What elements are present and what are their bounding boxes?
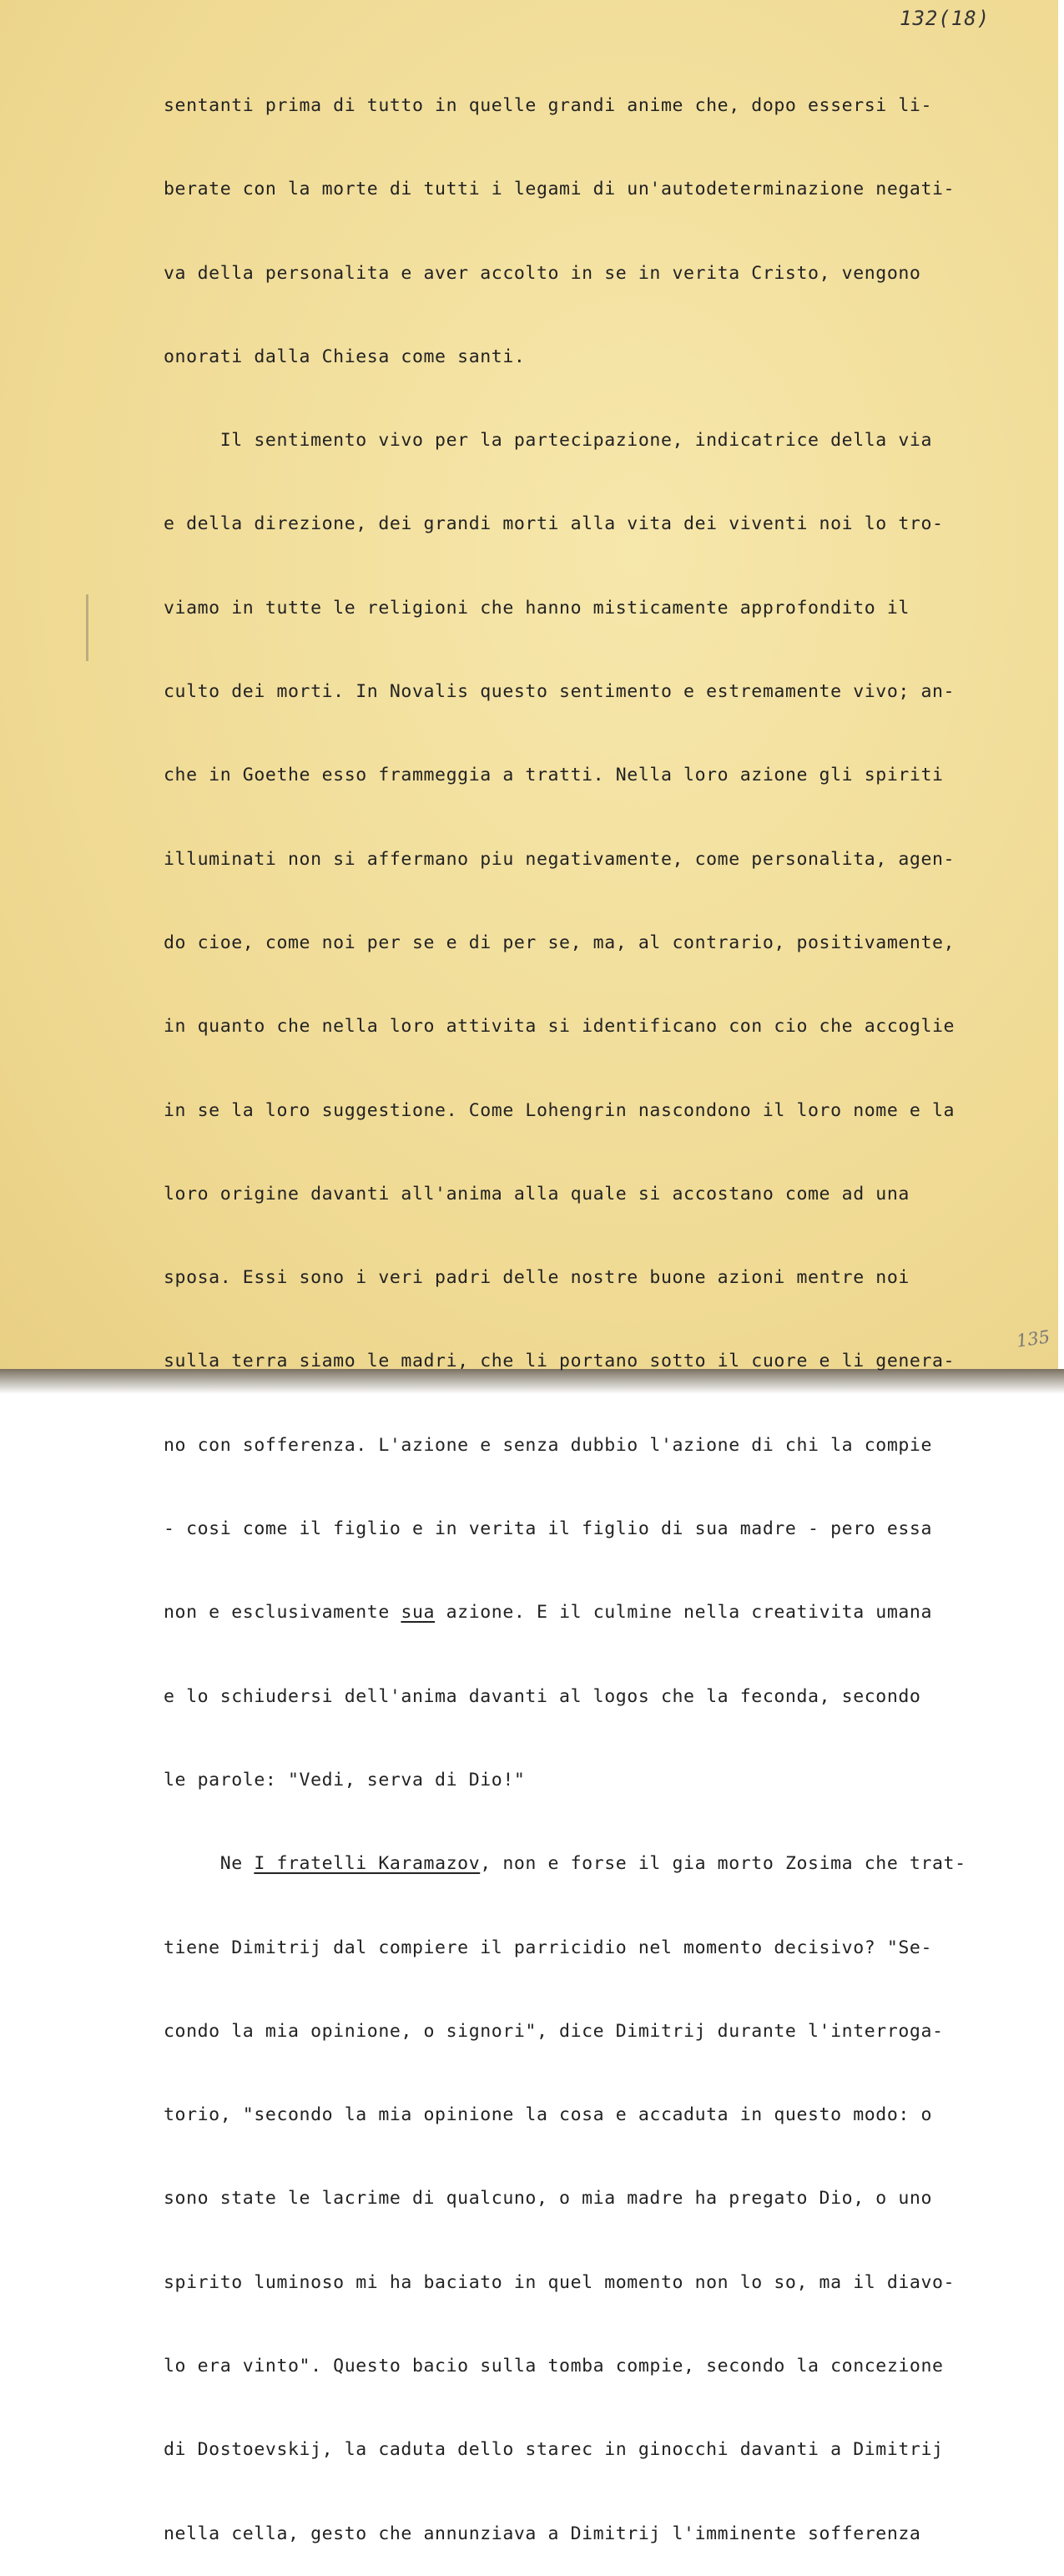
text-line: tiene Dimitrij dal compiere il parricidio nel momento decisivo? "Se- [164, 1937, 932, 1958]
text-line: viamo in tutte le religioni che hanno misticamente approfondito il [164, 597, 910, 619]
text-line: lo era vinto". Questo bacio sulla tomba compie, secondo la concezione [164, 2356, 944, 2377]
text-line: e lo schiudersi dell'anima davanti al logos che la feconda, secondo [164, 1685, 921, 1707]
text-segment: , non e forse il gia morto Zosima che trat- [480, 1853, 966, 1875]
text-line: spirito luminoso mi ha baciato in quel momento non lo so, ma il diavo- [164, 2271, 956, 2293]
text-line: sentanti prima di tutto in quelle grandi anime che, dopo essersi li- [164, 95, 932, 116]
text-line: do cioe, come noi per se e di per se, ma, al contrario, positivamente, [164, 932, 956, 953]
text-segment: Ne [164, 1853, 255, 1875]
text-line: onorati dalla Chiesa come santi. [164, 346, 526, 367]
text-line: loro origine davanti all'anima alla quale si accostano come ad una [164, 1183, 910, 1205]
text-line: e della direzione, dei grandi morti alla vita dei viventi noi lo tro- [164, 513, 944, 535]
text-line: le parole: "Vedi, serva di Dio!" [164, 1769, 526, 1791]
text-line: condo la mia opinione, o signori", dice Dimitrij durante l'interroga- [164, 2020, 944, 2042]
scan-margin [1058, 0, 1064, 1376]
text-segment: non e esclusivamente [164, 1602, 401, 1624]
text-line: - cosi come il figlio e in verita il figlio di sua madre - pero essa [164, 1518, 932, 1540]
text-line: sono state le lacrime di qualcuno, o mia madre ha pregato Dio, o uno [164, 2188, 932, 2210]
text-line: di Dostoevskij, la caduta dello starec in ginocchi davanti a Dimitrij [164, 2439, 944, 2461]
body-text [164, 43, 1040, 2576]
text-line: torio, "secondo la mia opinione la cosa e accaduta in questo modo: o [164, 2104, 932, 2126]
text-line: no con sofferenza. L'azione e senza dubbio l'azione di chi la compie [164, 1434, 932, 1456]
text-line: illuminati non si affermano piu negativamente, come personalita, agen- [164, 848, 956, 870]
text-line: che in Goethe esso frammeggia a tratti. Nella loro azione gli spiriti [164, 765, 944, 786]
text-line: in quanto che nella loro attivita si identificano con cio che accoglie [164, 1016, 956, 1038]
text-line: in se la loro suggestione. Come Lohengrin nascondono il loro nome e la [164, 1099, 956, 1121]
text-line [164, 1592, 1040, 1634]
text-line: va della personalita e aver accolto in se in verita Cristo, vengono [164, 262, 921, 284]
underlined-book-title: I fratelli Karamazov [254, 1853, 481, 1875]
text-line: Il sentimento vivo per la partecipazione, indicatrice della via [164, 430, 932, 452]
margin-mark [86, 594, 88, 661]
text-line: nella cella, gesto che annunziava a Dimitrij l'imminente sofferenza [164, 2523, 921, 2544]
underlined-word: sua [401, 1602, 436, 1624]
page-number-top: 132(18) [900, 7, 991, 30]
page-number-bottom: 135 [1015, 1326, 1051, 1351]
text-line: sposa. Essi sono i veri padri delle nostre buone azioni mentre noi [164, 1267, 910, 1289]
text-segment: azione. E il culmine nella creativita umana [435, 1602, 933, 1624]
text-line: sulla terra siamo le madri, che li portano sotto il cuore e li genera- [164, 1351, 956, 1372]
text-line [164, 1843, 1040, 1885]
text-line: berate con la morte di tutti i legami di un'autodeterminazione negati- [164, 179, 956, 200]
text-line: culto dei morti. In Novalis questo sentimento e estremamente vivo; an- [164, 681, 956, 703]
